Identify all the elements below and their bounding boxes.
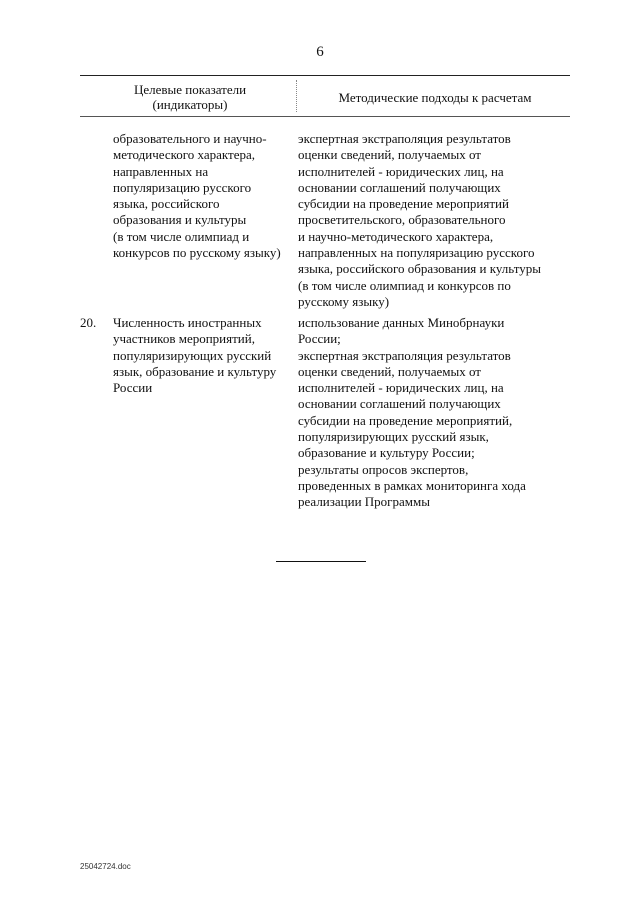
row-indicator: образовательного и научно- методического характера, направленных на популяризацию русского языка, российского образования и культуры (в том числе олимпиад и конкурсов по русскому языку) bbox=[113, 131, 281, 261]
table-header-indicators: Целевые показатели (индикаторы) bbox=[133, 82, 247, 112]
table-header-bottom-rule bbox=[80, 116, 570, 117]
footer-filename: 25042724.doc bbox=[80, 862, 131, 871]
row-number: 20. bbox=[80, 315, 97, 330]
table-top-rule bbox=[80, 75, 570, 76]
table-header-methods: Методические подходы к расчетам bbox=[338, 90, 532, 105]
row-method: экспертная экстраполяция результатов оценки сведений, получаемых от исполнителей - юридических лиц, на основании соглашений получающих субсидии на проведение мероприятий просветительского, образовательного и научно-методического характера, направленных на популяризацию русского языка, российского образования и культуры (в том числе олимпиад и конкурсов по русскому языку) bbox=[298, 131, 541, 309]
row-method: использование данных Минобрнауки России; экспертная экстраполяция результатов оценки сведений, получаемых от исполнителей - юридических лиц, на основании соглашений получающих субсидии на проведение мероприятий, популяризирующих русский язык, образование и культуру России; результаты опросов экспертов, проведенных в рамках мониторинга хода реализации Программы bbox=[298, 315, 526, 510]
table-header-divider bbox=[296, 80, 297, 112]
page-number: 6 bbox=[316, 44, 324, 60]
end-separator-line bbox=[276, 561, 366, 562]
row-indicator: Численность иностранных участников мероприятий, популяризирующих русский язык, образование и культуру России bbox=[113, 315, 277, 396]
